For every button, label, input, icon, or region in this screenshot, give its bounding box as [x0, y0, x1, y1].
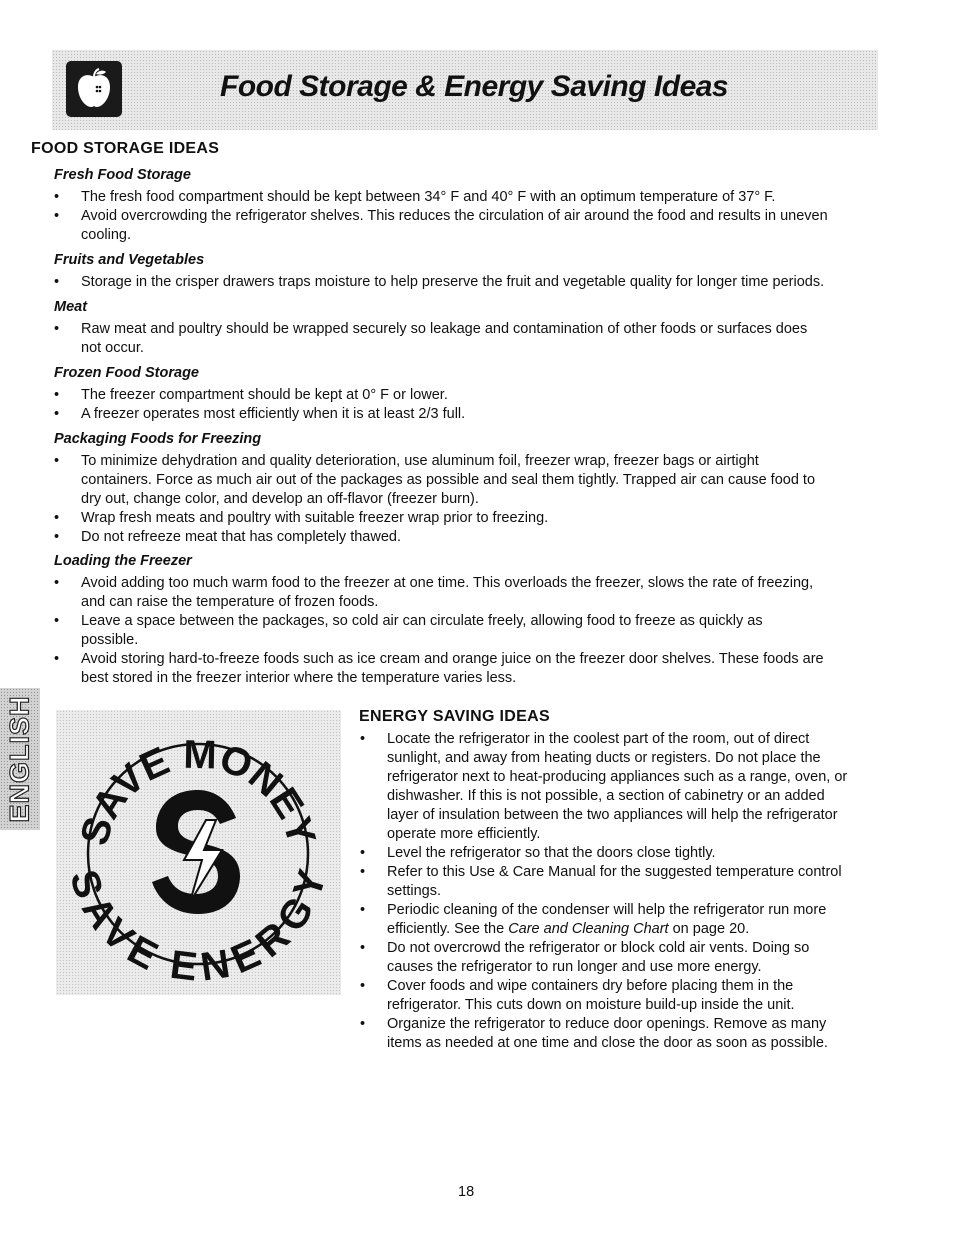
- list-item: To minimize dehydration and quality deterioration, use aluminum foil, freezer wrap, freezer bags or airtight: [81, 453, 759, 469]
- list-item: Level the refrigerator so that the doors close tightly.: [387, 845, 716, 861]
- bullet: •: [360, 845, 366, 861]
- list-item: Cover foods and wipe containers dry before placing them in the: [387, 978, 794, 994]
- list-item: Do not refreeze meat that has completely thawed.: [81, 529, 401, 545]
- bullet: •: [54, 510, 60, 526]
- bullet: •: [54, 453, 60, 469]
- list-item: possible.: [81, 632, 139, 648]
- list-item: Refer to this Use & Care Manual for the suggested temperature control: [387, 864, 842, 880]
- list-item: Organize the refrigerator to reduce door openings. Remove as many: [387, 1016, 827, 1032]
- bullet: •: [54, 575, 60, 591]
- language-tab: [0, 688, 40, 830]
- language-tab-label: ENGLISH: [4, 695, 35, 823]
- fruits-heading: Fruits and Vegetables: [54, 252, 205, 268]
- list-item: [387, 920, 749, 939]
- page-number: 18: [458, 1184, 475, 1200]
- text-segment: efficiently. See the: [387, 921, 509, 937]
- bullet: •: [54, 274, 60, 290]
- bullet: •: [54, 208, 60, 224]
- bullet: •: [360, 864, 366, 880]
- list-item: Avoid storing hard-to-freeze foods such as ice cream and orange juice on the freezer door shelves. These foods are: [81, 651, 824, 667]
- bullet: •: [54, 387, 60, 403]
- bullet: •: [360, 940, 366, 956]
- list-item: Locate the refrigerator in the coolest part of the room, out of direct: [387, 731, 810, 747]
- list-item: settings.: [387, 883, 441, 899]
- bullet: •: [360, 1016, 366, 1032]
- page-title: Food Storage & Energy Saving Ideas: [220, 70, 729, 103]
- bullet: •: [54, 529, 60, 545]
- meat-heading: Meat: [54, 299, 88, 315]
- care-chart-reference: Care and Cleaning Chart: [508, 921, 669, 937]
- frozen-heading: Frozen Food Storage: [54, 365, 199, 381]
- food-storage-title: FOOD STORAGE IDEAS: [31, 140, 220, 157]
- bullet: •: [360, 978, 366, 994]
- list-item: Periodic cleaning of the condenser will help the refrigerator run more: [387, 902, 827, 918]
- list-item: The fresh food compartment should be kept between 34° F and 40° F with an optimum temperature of 37° F.: [81, 189, 776, 205]
- energy-saving-title: ENERGY SAVING IDEAS: [359, 708, 550, 725]
- bullet: •: [54, 321, 60, 337]
- fresh-food-heading: Fresh Food Storage: [54, 167, 191, 183]
- list-item: and can raise the temperature of frozen foods.: [81, 594, 379, 610]
- list-item: Storage in the crisper drawers traps moisture to help preserve the fruit and vegetable quality for longer time periods.: [81, 274, 825, 290]
- list-item: Avoid adding too much warm food to the freezer at one time. This overloads the freezer, slows the rate of freezing,: [81, 575, 814, 591]
- logo-graphic: [56, 710, 341, 995]
- apple-icon: [66, 61, 122, 117]
- list-item: refrigerator. This cuts down on moisture build-up inside the unit.: [387, 997, 795, 1013]
- bullet: •: [360, 731, 366, 747]
- list-item: Raw meat and poultry should be wrapped securely so leakage and contamination of other foods or surfaces does: [81, 321, 808, 337]
- save-money-save-energy-logo: [56, 710, 341, 995]
- list-item: Do not overcrowd the refrigerator or block cold air vents. Doing so: [387, 940, 810, 956]
- list-item: Wrap fresh meats and poultry with suitable freezer wrap prior to freezing.: [81, 510, 549, 526]
- logo-bottom-text: SAVE ENERGY: [61, 864, 335, 990]
- bullet: •: [54, 189, 60, 205]
- bullet: •: [54, 651, 60, 667]
- packaging-heading: Packaging Foods for Freezing: [54, 431, 262, 447]
- bullet: •: [54, 613, 60, 629]
- text-segment: on page 20.: [668, 921, 750, 937]
- bullet: •: [54, 406, 60, 422]
- list-item: items as needed at one time and close the door as soon as possible.: [387, 1035, 828, 1051]
- list-item: cooling.: [81, 227, 131, 243]
- list-item: Avoid overcrowding the refrigerator shelves. This reduces the circulation of air around the food and results in uneven: [81, 208, 828, 224]
- list-item: layer of insulation between the two appliances will help the refrigerator: [387, 807, 838, 823]
- list-item: dishwasher. If this is not possible, a section of cabinetry or an added: [387, 788, 825, 804]
- list-item: not occur.: [81, 340, 144, 356]
- loading-heading: Loading the Freezer: [54, 553, 192, 569]
- list-item: refrigerator next to heat-producing appliances such as a range, oven, or: [387, 769, 848, 785]
- list-item: Leave a space between the packages, so cold air can circulate freely, allowing food to freeze as quickly as: [81, 613, 763, 629]
- list-item: sunlight, and away from heating ducts or registers. Do not place the: [387, 750, 821, 766]
- bullet: •: [360, 902, 366, 918]
- list-item: best stored in the freezer interior where the temperature varies less.: [81, 670, 517, 686]
- list-item: A freezer operates most efficiently when it is at least 2/3 full.: [81, 406, 466, 422]
- list-item: The freezer compartment should be kept at 0° F or lower.: [81, 387, 448, 403]
- header-banner: [52, 50, 878, 130]
- list-item: dry out, change color, and develop an off-flavor (freezer burn).: [81, 491, 479, 507]
- list-item: containers. Force as much air out of the packages as possible and seal them tightly. Trapped air can cause food to: [81, 472, 816, 488]
- list-item: causes the refrigerator to run longer and use more energy.: [387, 959, 762, 975]
- list-item: operate more efficiently.: [387, 826, 541, 842]
- logo-top-text: SAVE MONEY: [72, 732, 324, 850]
